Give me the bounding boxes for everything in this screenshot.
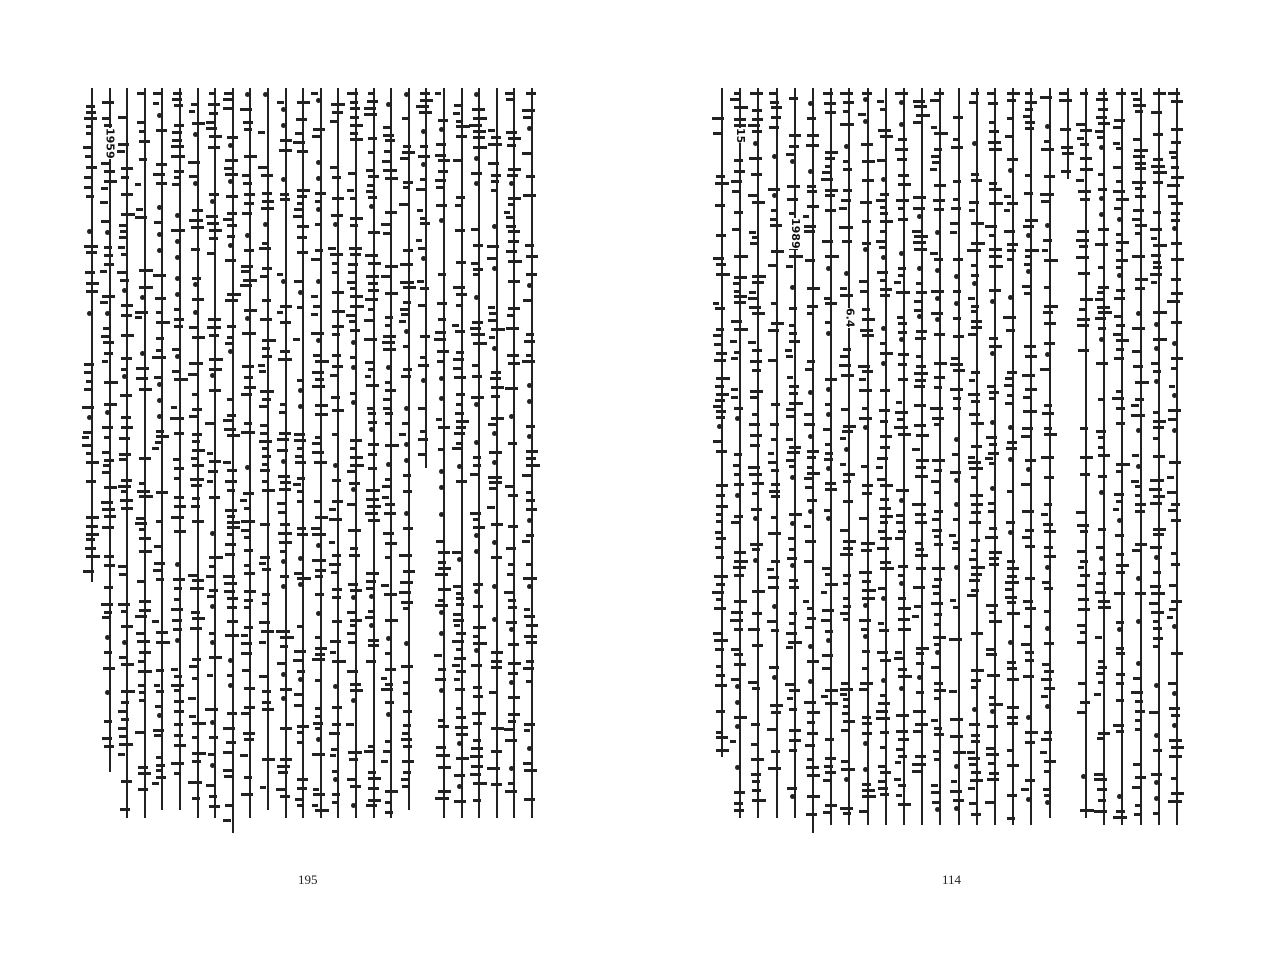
text-column [173,88,187,810]
text-column [138,88,152,818]
text-column [770,88,784,818]
text-column [1079,88,1093,818]
text-column [472,88,486,818]
text-column [970,88,984,825]
text-column [1061,88,1075,179]
text-column [842,88,856,825]
text-column [715,88,729,757]
inline-number: 15 [731,128,749,143]
text-column [507,88,521,818]
text-column [1134,88,1148,825]
text-column [191,88,205,818]
text-column [751,88,765,818]
text-column [155,88,169,810]
text-column [952,88,966,825]
text-column [788,88,802,818]
text-column [1043,88,1057,818]
text-column [897,88,911,825]
text-column [1097,88,1111,825]
text-column [455,88,469,818]
text-column [314,88,328,818]
inline-number: 6.4 [840,308,858,328]
left-page-number: 195 [298,872,318,887]
text-column [824,88,838,825]
text-column [806,88,820,833]
text-column [1115,88,1129,825]
text-column [490,88,504,818]
text-column [349,88,363,818]
text-column [1152,88,1166,825]
text-column [279,88,293,818]
text-column [85,88,99,582]
text-column [879,88,893,825]
right-page-number: 114 [942,872,962,887]
text-column [1006,88,1020,825]
left-page-text [85,88,545,848]
text-column [226,88,240,833]
text-column [988,88,1002,825]
text-column [367,88,381,818]
right-page-text [715,88,1190,848]
text-column [261,88,275,810]
text-column [437,88,451,818]
text-column [384,88,398,818]
text-column [1170,88,1184,825]
text-column [933,88,947,825]
text-column [525,88,539,818]
text-column [331,88,345,818]
text-column [296,88,310,818]
text-column [1024,88,1038,825]
text-column [733,88,747,818]
text-column [419,88,433,468]
text-column [208,88,222,818]
text-column [861,88,875,825]
text-column [103,88,117,772]
text-column [402,88,416,810]
inline-number: 1989 [786,218,804,249]
text-column [243,88,257,818]
text-column [120,88,134,818]
text-column [915,88,929,825]
inline-number: 1959 [101,128,119,159]
